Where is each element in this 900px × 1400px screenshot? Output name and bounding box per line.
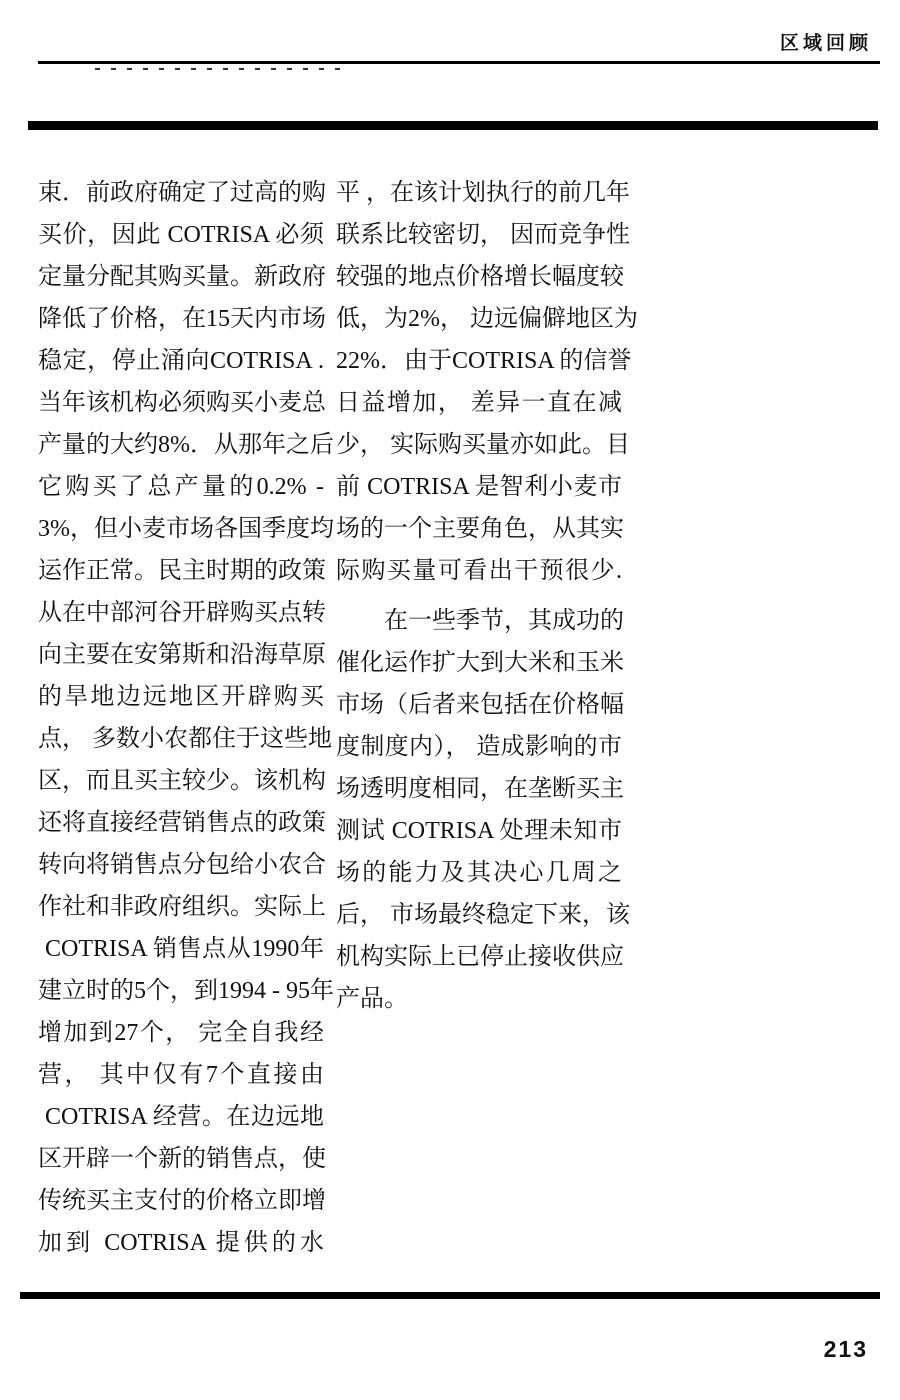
text-line: 它购买了总产量的0.2% - [38,474,324,500]
text-line: 作社和非政府组织。实际上 [38,894,326,920]
text-line: 少， 实际购买量亦如此。目 [336,432,630,458]
text-line: 机构实际上已停止接收供应 [336,944,624,970]
text-line: 运作正常。民主时期的政策 [38,558,326,584]
scan-artifact [95,68,345,70]
text-line: 向主要在安第斯和沿海草原 [38,642,326,668]
right-column [336,172,638,1020]
text-line: 降低了价格，在15天内市场 [38,306,326,332]
text-line: 后， 市场最终稳定下来，该 [336,902,630,928]
text-line: 的旱地边远地区开辟购买 [38,684,324,710]
text-line: 建立时的5个，到1994 - 95年 [38,978,334,1004]
header-rule-thick [28,121,878,130]
text-line: 点， 多数小农都住于这些地 [38,726,332,752]
text-line: 转向将销售点分包给小农合 [38,852,326,878]
text-line: 市场（后者来包括在价格幅 [336,692,624,718]
text-line: 传统买主支付的价格立即增 [38,1188,326,1214]
text-line: 区，而且买主较少。该机构 [38,768,326,794]
text-line: COTRISA 经营。在边远地 [45,1104,324,1130]
text-line: 产品。 [336,986,408,1012]
header-rule-thin [38,61,880,64]
text-line: 场的能力及其决心几周之 [336,860,622,886]
page-number: 213 [823,1336,868,1362]
text-line: 日益增加， 差异一直在减 [336,390,622,416]
text-line: 场的一个主要角色，从其实 [336,516,624,542]
text-line: 联系比较密切， 因而竞争性 [336,222,630,248]
text-line: 还将直接经营销售点的政策 [38,810,326,836]
text-line: COTRISA 销售点从1990年 [45,936,324,962]
text-line: 区开辟一个新的销售点，使 [38,1146,326,1172]
left-column [38,172,334,1264]
footer-rule [20,1292,880,1299]
text-line: 从在中部河谷开辟购买点转 [38,600,326,626]
text-line: 测试 COTRISA 处理未知市 [336,818,622,844]
text-line: 低，为2%， 边远偏僻地区为 [336,306,638,332]
text-line: 3%，但小麦市场各国季度均 [38,516,334,542]
text-line: 束．前政府确定了过高的购 [38,180,326,206]
text-line: 营， 其中仅有7个直接由 [38,1062,324,1088]
text-line: 平 ，在该计划执行的前几年 [336,180,630,206]
text-line: 场透明度相同，在垄断买主 [336,776,624,802]
text-line: 产量的大约8%．从那年之后 [38,432,334,458]
text-line: 催化运作扩大到大米和玉米 [336,650,624,676]
text-line: 加到 COTRISA 提供的水 [38,1230,324,1256]
text-line: 22%．由于COTRISA 的信誉 [336,348,632,374]
text-line: 较强的地点价格增长幅度较 [336,264,624,290]
paragraph [336,172,638,592]
running-header: 区域回顾 [779,33,872,54]
text-line: 际购买量可看出干预很少. [336,558,622,584]
text-line: 当年该机构必须购买小麦总 [38,390,326,416]
paragraph [336,600,630,1020]
text-line: 在一些季节，其成功的 [384,608,624,634]
text-line: 买价，因此 COTRISA 必须 [38,222,324,248]
text-line: 定量分配其购买量。新政府 [38,264,326,290]
text-line: 度制度内）， 造成影响的市 [336,734,622,760]
text-line: 增加到27个， 完全自我经 [38,1020,324,1046]
text-line: 稳定，停止涌向COTRISA . [38,348,324,374]
text-line: 前 COTRISA 是智利小麦市 [336,474,622,500]
